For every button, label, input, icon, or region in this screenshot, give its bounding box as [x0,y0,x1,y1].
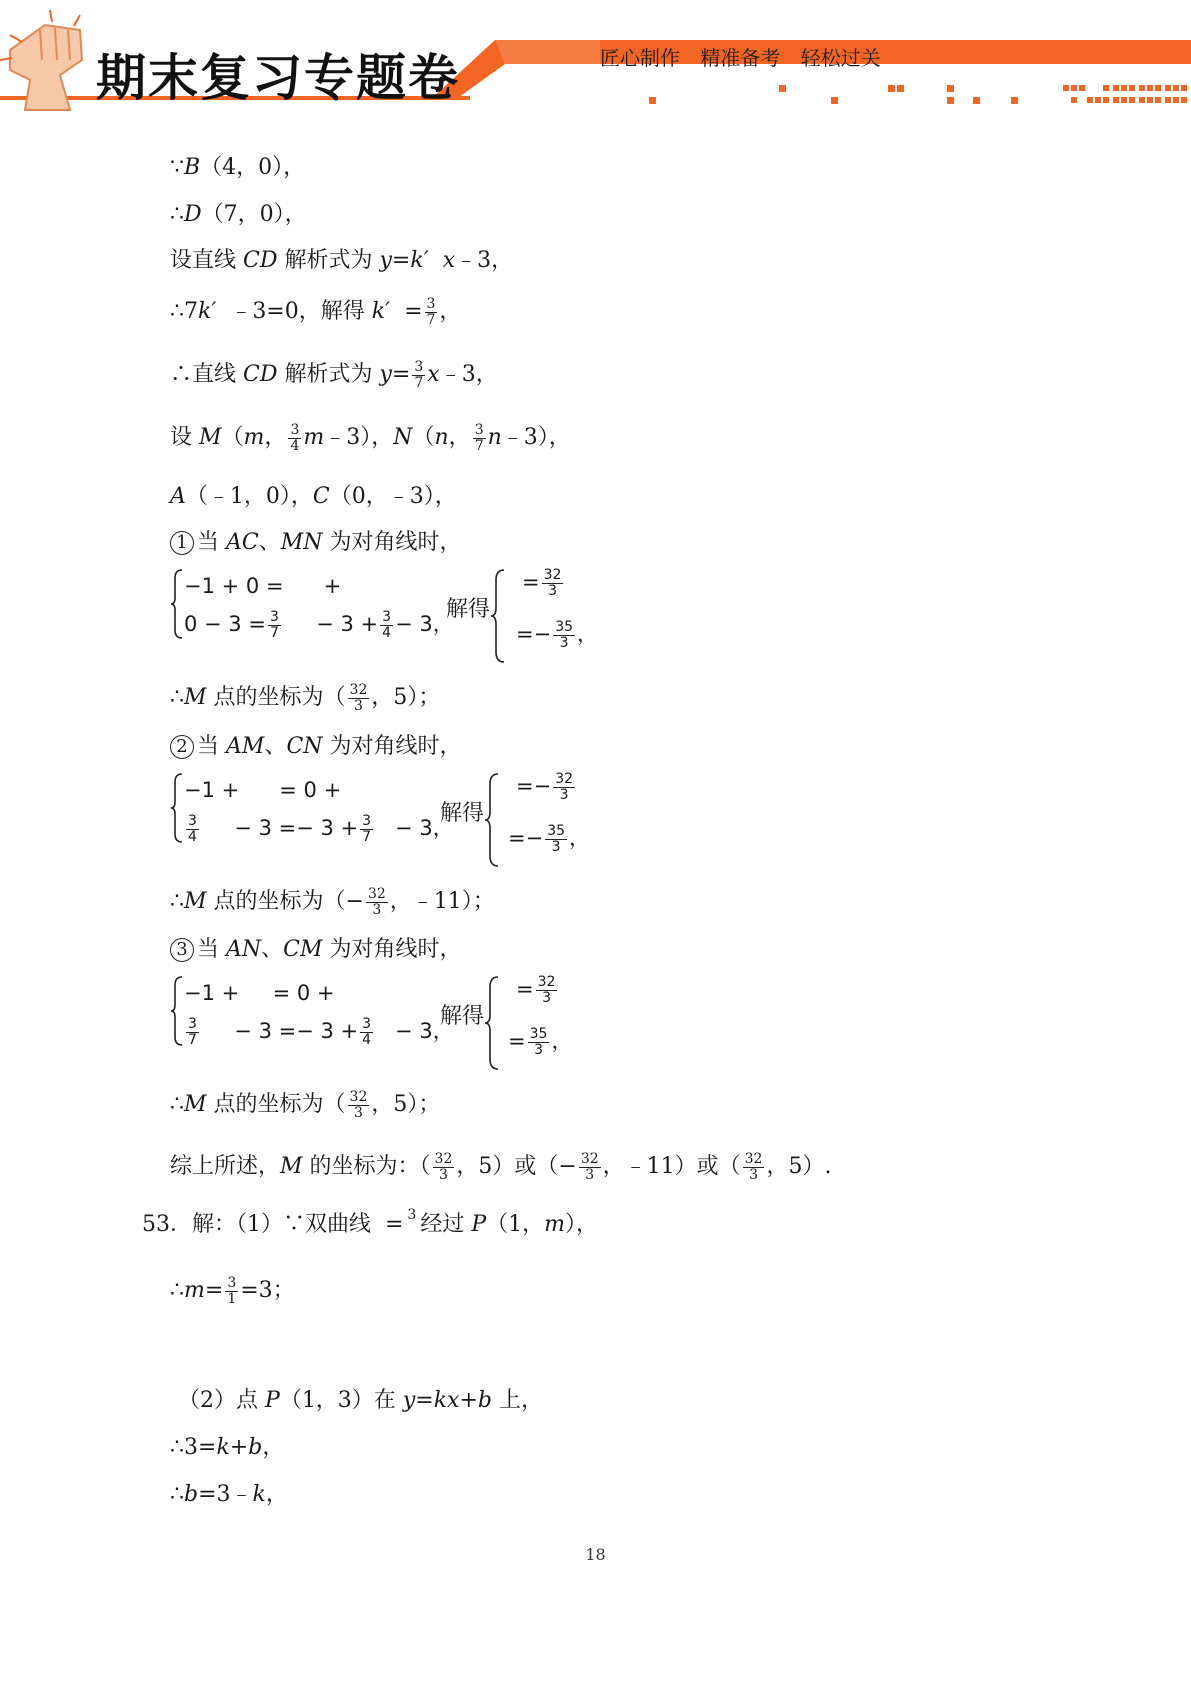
right-brace-icon [484,772,500,868]
line-d-point: ∴D（7，0）， [170,202,307,227]
question-53-part-1: 53．解：（1）∵双曲线 = 3 经过 P（1，m）， [142,1207,599,1237]
case-1-equation-system: −1 + 0 = + 0 − 3 = $\frac{3}{7}$ − 3 + $\frac{3}{4}$ − 3， 解得 = $\frac{32}{3}$ =− $\frac{35}{3}$ ， [170,568,610,670]
line-solve-k: ∴7k′ ﹣3=0，解得 k′ = $\frac{3}{7}$ ， [170,296,462,328]
left-brace-icon [170,568,184,640]
circled-number-3: 3 [170,938,194,962]
case-2-result: ∴M 点的坐标为（− $\frac{32}{3}$ ，﹣11）； [170,886,495,918]
circled-number-2: 2 [170,735,194,759]
left-brace-icon [170,772,184,844]
question-53-substitution: ∴3=k+b， [170,1435,285,1460]
case-1-result: ∴M 点的坐标为（ $\frac{32}{3}$ ，5）； [170,682,441,714]
line-cd-expression: ∴直线 CD 解析式为 y= $\frac{3}{7}$ x﹣3， [170,359,498,391]
fist-icon [0,10,82,110]
case-3-result: ∴M 点的坐标为（ $\frac{32}{3}$ ，5）； [170,1089,441,1121]
question-53-solve-m: ∴m= $\frac{3}{1}$ =3； [170,1275,295,1307]
right-brace-icon [484,975,500,1071]
case-1-heading: 1 当 AC、MN 为对角线时， [170,531,462,555]
page-header [0,0,1191,125]
right-brace-icon [490,568,506,664]
header-slogan: 匠心制作 精准备考 轻松过关 [600,46,881,70]
header-title: 期末复习专题卷 [96,49,460,107]
decorative-squares [649,85,1187,104]
left-brace-icon [170,975,184,1047]
line-cd-assume: 设直线 CD 解析式为 y=k′ x﹣3， [170,248,514,273]
summary-line: 综上所述，M 的坐标为：（ $\frac{32}{3}$ ，5）或（− $\frac{32}{3}$ ，﹣11）或（ $\frac{32}{3}$ ，5）. [170,1151,832,1183]
case-2-equation-system: −1 + = 0 + $\frac{3}{4}$ − 3 =− 3 + $\frac{3}{7}$ − 3， 解得 =− $\frac{32}{3}$ =− $\frac{35}{3}$ ， [170,772,610,874]
case-3-equation-system: −1 + = 0 + $\frac{3}{7}$ − 3 =− 3 + $\frac{3}{4}$ − 3， 解得 = $\frac{32}{3}$ = $\frac{35}{3}$ ， [170,975,610,1077]
question-53-b-expression: ∴b=3﹣k， [170,1482,288,1507]
case-2-heading: 2 当 AM、CN 为对角线时， [170,735,462,759]
line-set-mn: 设 M（m， $\frac{3}{4}$ m﹣3），N（n， $\frac{3}{7}$ n﹣3）， [170,422,571,454]
line-b-point: ∵B（4，0）， [170,155,306,180]
circled-number-1: 1 [170,531,194,555]
page-number: 18 [585,1545,606,1564]
question-53-part-2: （2）点 P（1，3）在 y=kx+b 上， [178,1388,543,1413]
case-3-heading: 3 当 AN、CM 为对角线时， [170,938,462,962]
line-a-c-points: A（﹣1，0），C（0，﹣3）， [170,484,457,509]
